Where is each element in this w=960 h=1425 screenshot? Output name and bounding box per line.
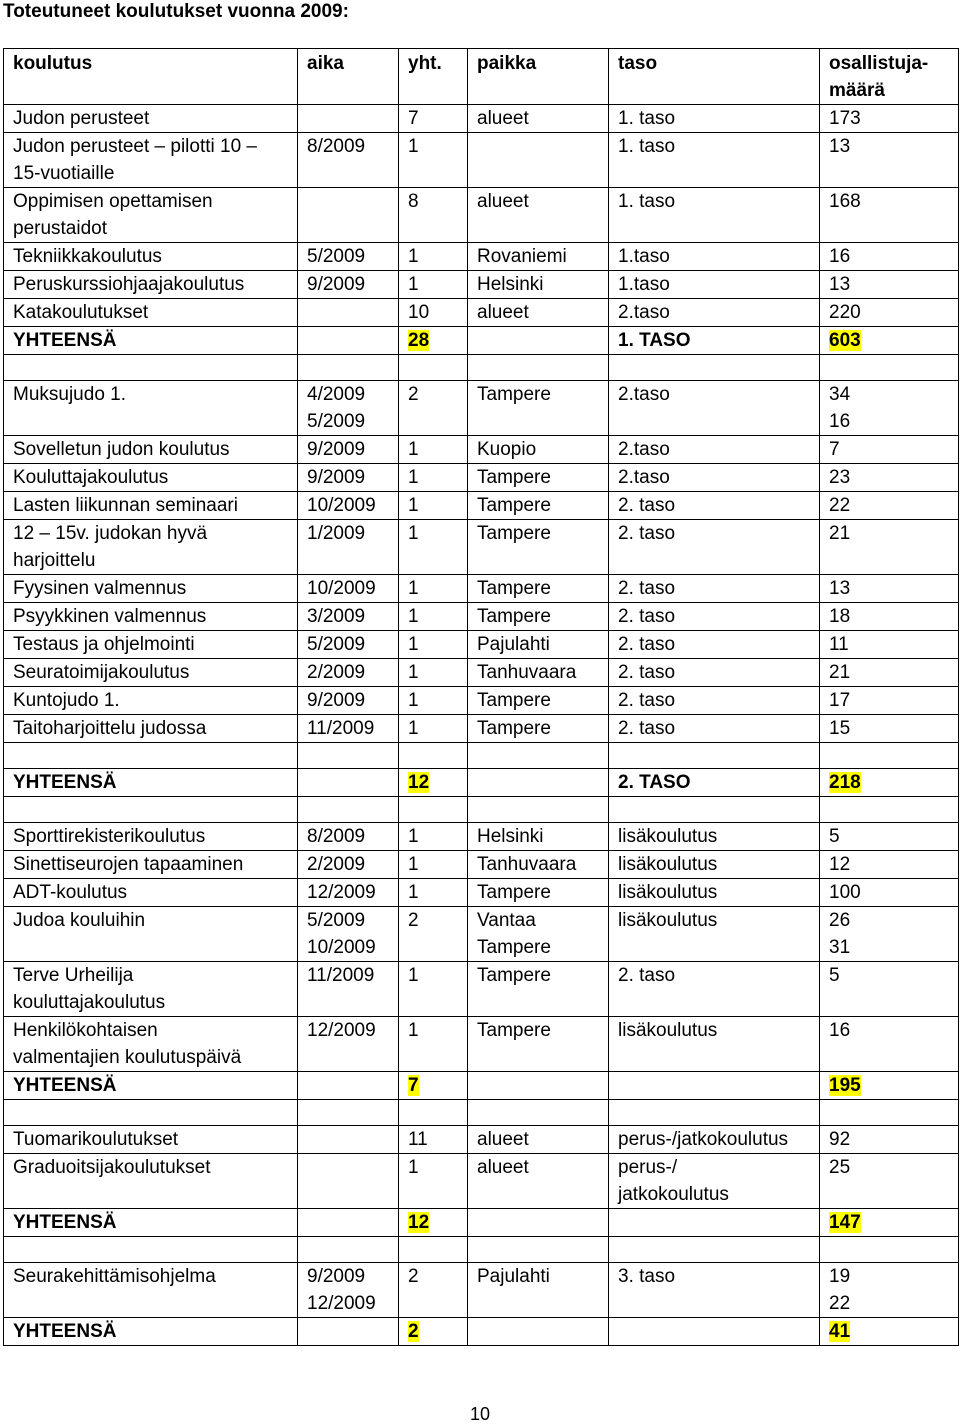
cell-koulutus: YHTEENSÄ bbox=[4, 769, 298, 797]
table-row bbox=[4, 271, 959, 299]
highlighted-total: 12 bbox=[408, 772, 430, 793]
cell-osallistujat: 18 bbox=[820, 603, 959, 631]
cell-yht: 1 bbox=[399, 879, 468, 907]
cell-taso: 3. taso bbox=[609, 1263, 820, 1318]
highlighted-total: 2 bbox=[408, 1321, 419, 1342]
empty-cell bbox=[468, 355, 609, 381]
table-row bbox=[4, 520, 959, 575]
blank-row bbox=[4, 1100, 959, 1126]
cell-koulutus: Seuratoimijakoulutus bbox=[4, 659, 298, 687]
cell-osallistujat: 11 bbox=[820, 631, 959, 659]
cell-aika: 2/2009 bbox=[298, 851, 399, 879]
page-number: 10 bbox=[469, 1404, 491, 1424]
table-row bbox=[4, 879, 959, 907]
cell-yht bbox=[399, 327, 468, 355]
cell-osallistujat: 13 bbox=[820, 575, 959, 603]
cell-osallistujat: 21 bbox=[820, 520, 959, 575]
cell-paikka: Pajulahti bbox=[468, 631, 609, 659]
total-row bbox=[4, 327, 959, 355]
cell-koulutus: Sporttirekisterikoulutus bbox=[4, 823, 298, 851]
empty-cell bbox=[298, 355, 399, 381]
cell-aika: 8/2009 bbox=[298, 823, 399, 851]
cell-osallistujat: 34 16 bbox=[820, 381, 959, 436]
cell-osallistujat: 168 bbox=[820, 188, 959, 243]
cell-aika: 9/2009 12/2009 bbox=[298, 1263, 399, 1318]
empty-cell bbox=[820, 743, 959, 769]
cell-paikka: Tampere bbox=[468, 381, 609, 436]
cell-osallistujat: 13 bbox=[820, 271, 959, 299]
cell-koulutus: Katakoulutukset bbox=[4, 299, 298, 327]
cell-aika bbox=[298, 1126, 399, 1154]
cell-osallistujat: 19 22 bbox=[820, 1263, 959, 1318]
cell-aika bbox=[298, 188, 399, 243]
cell-osallistujat: 16 bbox=[820, 243, 959, 271]
cell-paikka: Tampere bbox=[468, 687, 609, 715]
cell-aika bbox=[298, 327, 399, 355]
table-row bbox=[4, 1154, 959, 1209]
cell-koulutus: Lasten liikunnan seminaari bbox=[4, 492, 298, 520]
highlighted-total: 218 bbox=[829, 772, 861, 793]
cell-taso: lisäkoulutus bbox=[609, 879, 820, 907]
cell-yht bbox=[399, 1072, 468, 1100]
cell-aika: 11/2009 bbox=[298, 962, 399, 1017]
cell-koulutus: YHTEENSÄ bbox=[4, 1209, 298, 1237]
cell-koulutus: 12 – 15v. judokan hyvä harjoittelu bbox=[4, 520, 298, 575]
cell-yht: 1 bbox=[399, 243, 468, 271]
cell-koulutus: Judon perusteet – pilotti 10 – 15-vuotiaille bbox=[4, 133, 298, 188]
cell-taso: 1. taso bbox=[609, 133, 820, 188]
empty-cell bbox=[468, 797, 609, 823]
table-row bbox=[4, 715, 959, 743]
cell-taso: 2. taso bbox=[609, 603, 820, 631]
cell-paikka: alueet bbox=[468, 299, 609, 327]
highlighted-total: 28 bbox=[408, 330, 430, 351]
total-row bbox=[4, 1072, 959, 1100]
cell-taso: 2. taso bbox=[609, 962, 820, 1017]
cell-osallistujat: 15 bbox=[820, 715, 959, 743]
cell-aika: 2/2009 bbox=[298, 659, 399, 687]
cell-koulutus: Kuntojudo 1. bbox=[4, 687, 298, 715]
cell-paikka: Vantaa Tampere bbox=[468, 907, 609, 962]
cell-yht: 1 bbox=[399, 851, 468, 879]
empty-cell bbox=[609, 355, 820, 381]
header-aika: aika bbox=[298, 49, 399, 105]
cell-koulutus: Judoa kouluihin bbox=[4, 907, 298, 962]
cell-yht: 1 bbox=[399, 492, 468, 520]
cell-yht: 1 bbox=[399, 436, 468, 464]
empty-cell bbox=[298, 1237, 399, 1263]
cell-yht: 2 bbox=[399, 907, 468, 962]
cell-koulutus: YHTEENSÄ bbox=[4, 327, 298, 355]
cell-paikka: Tampere bbox=[468, 603, 609, 631]
table-row bbox=[4, 381, 959, 436]
cell-paikka: Helsinki bbox=[468, 271, 609, 299]
empty-cell bbox=[820, 797, 959, 823]
cell-paikka: alueet bbox=[468, 105, 609, 133]
highlighted-total: 7 bbox=[408, 1075, 419, 1096]
empty-cell bbox=[298, 1100, 399, 1126]
table-row bbox=[4, 1263, 959, 1318]
cell-aika bbox=[298, 1072, 399, 1100]
cell-taso: 2.taso bbox=[609, 464, 820, 492]
cell-koulutus: Judon perusteet bbox=[4, 105, 298, 133]
cell-taso: 1.taso bbox=[609, 271, 820, 299]
cell-yht: 1 bbox=[399, 575, 468, 603]
empty-cell bbox=[609, 797, 820, 823]
cell-taso: 2. taso bbox=[609, 715, 820, 743]
empty-cell bbox=[399, 355, 468, 381]
cell-koulutus: Testaus ja ohjelmointi bbox=[4, 631, 298, 659]
table-row bbox=[4, 962, 959, 1017]
highlighted-total: 147 bbox=[829, 1212, 861, 1233]
cell-osallistujat: 220 bbox=[820, 299, 959, 327]
cell-osallistujat: 17 bbox=[820, 687, 959, 715]
cell-osallistujat bbox=[820, 769, 959, 797]
empty-cell bbox=[399, 1237, 468, 1263]
page-title: Toteutuneet koulutukset vuonna 2009: bbox=[3, 1, 349, 22]
cell-koulutus: Fyysinen valmennus bbox=[4, 575, 298, 603]
cell-taso: 2. taso bbox=[609, 687, 820, 715]
cell-paikka: alueet bbox=[468, 1126, 609, 1154]
cell-taso: lisäkoulutus bbox=[609, 823, 820, 851]
cell-paikka: Tampere bbox=[468, 520, 609, 575]
cell-osallistujat: 21 bbox=[820, 659, 959, 687]
cell-yht bbox=[399, 1209, 468, 1237]
cell-paikka: Pajulahti bbox=[468, 1263, 609, 1318]
cell-aika bbox=[298, 1154, 399, 1209]
header-koulutus: koulutus bbox=[4, 49, 298, 105]
cell-taso: 2.taso bbox=[609, 381, 820, 436]
highlighted-total: 195 bbox=[829, 1075, 861, 1096]
cell-paikka bbox=[468, 1318, 609, 1346]
cell-koulutus: Muksujudo 1. bbox=[4, 381, 298, 436]
cell-koulutus: Henkilökohtaisen valmentajien koulutuspäivä bbox=[4, 1017, 298, 1072]
cell-yht: 1 bbox=[399, 520, 468, 575]
cell-paikka: Tampere bbox=[468, 575, 609, 603]
cell-yht: 1 bbox=[399, 823, 468, 851]
table-row bbox=[4, 1017, 959, 1072]
cell-koulutus: Tekniikkakoulutus bbox=[4, 243, 298, 271]
cell-aika: 9/2009 bbox=[298, 687, 399, 715]
cell-yht: 7 bbox=[399, 105, 468, 133]
cell-osallistujat bbox=[820, 1209, 959, 1237]
cell-aika: 8/2009 bbox=[298, 133, 399, 188]
cell-taso: lisäkoulutus bbox=[609, 851, 820, 879]
table-row bbox=[4, 659, 959, 687]
empty-cell bbox=[399, 743, 468, 769]
cell-taso: perus-/jatkokoulutus bbox=[609, 1126, 820, 1154]
total-row bbox=[4, 1209, 959, 1237]
empty-cell bbox=[609, 1100, 820, 1126]
cell-osallistujat bbox=[820, 327, 959, 355]
cell-aika bbox=[298, 1318, 399, 1346]
cell-osallistujat: 23 bbox=[820, 464, 959, 492]
cell-yht: 1 bbox=[399, 715, 468, 743]
cell-osallistujat: 7 bbox=[820, 436, 959, 464]
cell-paikka: Tampere bbox=[468, 879, 609, 907]
cell-taso bbox=[609, 1072, 820, 1100]
cell-paikka: Tampere bbox=[468, 492, 609, 520]
cell-osallistujat: 22 bbox=[820, 492, 959, 520]
blank-row bbox=[4, 797, 959, 823]
cell-paikka: alueet bbox=[468, 188, 609, 243]
cell-aika: 9/2009 bbox=[298, 436, 399, 464]
cell-taso: 1. taso bbox=[609, 188, 820, 243]
cell-koulutus: Peruskurssiohjaajakoulutus bbox=[4, 271, 298, 299]
cell-taso: 1. TASO bbox=[609, 327, 820, 355]
cell-koulutus: Oppimisen opettamisen perustaidot bbox=[4, 188, 298, 243]
cell-aika: 3/2009 bbox=[298, 603, 399, 631]
table-row bbox=[4, 823, 959, 851]
cell-taso: 2. taso bbox=[609, 492, 820, 520]
cell-koulutus: YHTEENSÄ bbox=[4, 1318, 298, 1346]
cell-taso: lisäkoulutus bbox=[609, 1017, 820, 1072]
cell-paikka: Rovaniemi bbox=[468, 243, 609, 271]
cell-taso: 2. TASO bbox=[609, 769, 820, 797]
cell-aika: 10/2009 bbox=[298, 575, 399, 603]
cell-paikka: Tanhuvaara bbox=[468, 851, 609, 879]
table-row bbox=[4, 687, 959, 715]
highlighted-total: 41 bbox=[829, 1321, 851, 1342]
header-yht: yht. bbox=[399, 49, 468, 105]
cell-koulutus: YHTEENSÄ bbox=[4, 1072, 298, 1100]
cell-osallistujat bbox=[820, 1072, 959, 1100]
cell-yht: 8 bbox=[399, 188, 468, 243]
cell-paikka bbox=[468, 1209, 609, 1237]
cell-yht: 1 bbox=[399, 271, 468, 299]
cell-osallistujat: 25 bbox=[820, 1154, 959, 1209]
header-paikka: paikka bbox=[468, 49, 609, 105]
cell-taso: perus-/ jatkokoulutus bbox=[609, 1154, 820, 1209]
cell-yht: 2 bbox=[399, 1263, 468, 1318]
cell-aika: 1/2009 bbox=[298, 520, 399, 575]
cell-yht bbox=[399, 1318, 468, 1346]
cell-taso bbox=[609, 1318, 820, 1346]
cell-koulutus: Graduoitsijakoulutukset bbox=[4, 1154, 298, 1209]
table-row bbox=[4, 851, 959, 879]
cell-yht: 1 bbox=[399, 1154, 468, 1209]
empty-cell bbox=[820, 355, 959, 381]
cell-osallistujat: 100 bbox=[820, 879, 959, 907]
cell-aika bbox=[298, 299, 399, 327]
empty-cell bbox=[468, 1100, 609, 1126]
cell-koulutus: Taitoharjoittelu judossa bbox=[4, 715, 298, 743]
cell-aika: 9/2009 bbox=[298, 464, 399, 492]
empty-cell bbox=[820, 1237, 959, 1263]
cell-koulutus: Kouluttajakoulutus bbox=[4, 464, 298, 492]
cell-osallistujat: 5 bbox=[820, 823, 959, 851]
cell-aika bbox=[298, 1209, 399, 1237]
cell-koulutus: ADT-koulutus bbox=[4, 879, 298, 907]
cell-koulutus: Terve Urheilija kouluttajakoulutus bbox=[4, 962, 298, 1017]
table-row bbox=[4, 492, 959, 520]
empty-cell bbox=[4, 1237, 298, 1263]
cell-koulutus: Tuomarikoulutukset bbox=[4, 1126, 298, 1154]
empty-cell bbox=[399, 1100, 468, 1126]
empty-cell bbox=[4, 797, 298, 823]
cell-yht: 10 bbox=[399, 299, 468, 327]
cell-aika: 5/2009 bbox=[298, 631, 399, 659]
header-taso: taso bbox=[609, 49, 820, 105]
cell-paikka: Helsinki bbox=[468, 823, 609, 851]
cell-taso bbox=[609, 1209, 820, 1237]
cell-aika: 12/2009 bbox=[298, 879, 399, 907]
cell-yht: 1 bbox=[399, 1017, 468, 1072]
cell-aika: 9/2009 bbox=[298, 271, 399, 299]
cell-osallistujat: 92 bbox=[820, 1126, 959, 1154]
cell-osallistujat: 26 31 bbox=[820, 907, 959, 962]
cell-aika bbox=[298, 769, 399, 797]
blank-row bbox=[4, 355, 959, 381]
empty-cell bbox=[820, 1100, 959, 1126]
cell-yht: 2 bbox=[399, 381, 468, 436]
cell-yht: 11 bbox=[399, 1126, 468, 1154]
table-row bbox=[4, 603, 959, 631]
cell-aika: 5/2009 bbox=[298, 243, 399, 271]
cell-osallistujat: 173 bbox=[820, 105, 959, 133]
cell-taso: 1. taso bbox=[609, 105, 820, 133]
cell-yht: 1 bbox=[399, 631, 468, 659]
cell-yht: 1 bbox=[399, 133, 468, 188]
cell-paikka: Tampere bbox=[468, 464, 609, 492]
cell-osallistujat: 12 bbox=[820, 851, 959, 879]
cell-paikka: Tanhuvaara bbox=[468, 659, 609, 687]
empty-cell bbox=[298, 743, 399, 769]
cell-yht: 1 bbox=[399, 603, 468, 631]
cell-koulutus: Seurakehittämisohjelma bbox=[4, 1263, 298, 1318]
cell-taso: 2. taso bbox=[609, 520, 820, 575]
highlighted-total: 603 bbox=[829, 330, 861, 351]
table-row bbox=[4, 631, 959, 659]
blank-row bbox=[4, 743, 959, 769]
cell-paikka bbox=[468, 769, 609, 797]
cell-osallistujat: 5 bbox=[820, 962, 959, 1017]
table-row bbox=[4, 575, 959, 603]
table-row bbox=[4, 133, 959, 188]
total-row bbox=[4, 1318, 959, 1346]
cell-paikka bbox=[468, 327, 609, 355]
cell-taso: 1.taso bbox=[609, 243, 820, 271]
header-osallistujamaara: osallistuja- määrä bbox=[820, 49, 959, 105]
cell-yht: 1 bbox=[399, 687, 468, 715]
cell-paikka: Tampere bbox=[468, 715, 609, 743]
cell-koulutus: Psyykkinen valmennus bbox=[4, 603, 298, 631]
table-row bbox=[4, 243, 959, 271]
cell-osallistujat bbox=[820, 1318, 959, 1346]
cell-paikka: Tampere bbox=[468, 962, 609, 1017]
table-row bbox=[4, 105, 959, 133]
empty-cell bbox=[609, 1237, 820, 1263]
table-header-row bbox=[4, 49, 959, 105]
cell-aika: 5/2009 10/2009 bbox=[298, 907, 399, 962]
cell-paikka: Kuopio bbox=[468, 436, 609, 464]
empty-cell bbox=[4, 355, 298, 381]
empty-cell bbox=[468, 743, 609, 769]
empty-cell bbox=[399, 797, 468, 823]
cell-koulutus: Sovelletun judon koulutus bbox=[4, 436, 298, 464]
cell-koulutus: Sinettiseurojen tapaaminen bbox=[4, 851, 298, 879]
highlighted-total: 12 bbox=[408, 1212, 430, 1233]
cell-yht: 1 bbox=[399, 659, 468, 687]
cell-paikka: Tampere bbox=[468, 1017, 609, 1072]
table-row bbox=[4, 907, 959, 962]
blank-row bbox=[4, 1237, 959, 1263]
table-row bbox=[4, 299, 959, 327]
cell-taso: 2. taso bbox=[609, 575, 820, 603]
empty-cell bbox=[468, 1237, 609, 1263]
empty-cell bbox=[298, 797, 399, 823]
cell-aika: 4/2009 5/2009 bbox=[298, 381, 399, 436]
cell-osallistujat: 13 bbox=[820, 133, 959, 188]
table-row bbox=[4, 436, 959, 464]
cell-osallistujat: 16 bbox=[820, 1017, 959, 1072]
table-row bbox=[4, 1126, 959, 1154]
cell-taso: 2.taso bbox=[609, 436, 820, 464]
table-row bbox=[4, 464, 959, 492]
cell-aika: 12/2009 bbox=[298, 1017, 399, 1072]
cell-taso: 2. taso bbox=[609, 659, 820, 687]
cell-aika: 11/2009 bbox=[298, 715, 399, 743]
empty-cell bbox=[4, 743, 298, 769]
cell-taso: lisäkoulutus bbox=[609, 907, 820, 962]
cell-aika bbox=[298, 105, 399, 133]
cell-taso: 2. taso bbox=[609, 631, 820, 659]
total-row bbox=[4, 769, 959, 797]
cell-yht: 1 bbox=[399, 962, 468, 1017]
cell-yht bbox=[399, 769, 468, 797]
cell-paikka: alueet bbox=[468, 1154, 609, 1209]
cell-paikka bbox=[468, 133, 609, 188]
cell-yht: 1 bbox=[399, 464, 468, 492]
cell-aika: 10/2009 bbox=[298, 492, 399, 520]
empty-cell bbox=[609, 743, 820, 769]
courses-table bbox=[3, 48, 959, 1346]
empty-cell bbox=[4, 1100, 298, 1126]
cell-paikka bbox=[468, 1072, 609, 1100]
cell-taso: 2.taso bbox=[609, 299, 820, 327]
table-row bbox=[4, 188, 959, 243]
